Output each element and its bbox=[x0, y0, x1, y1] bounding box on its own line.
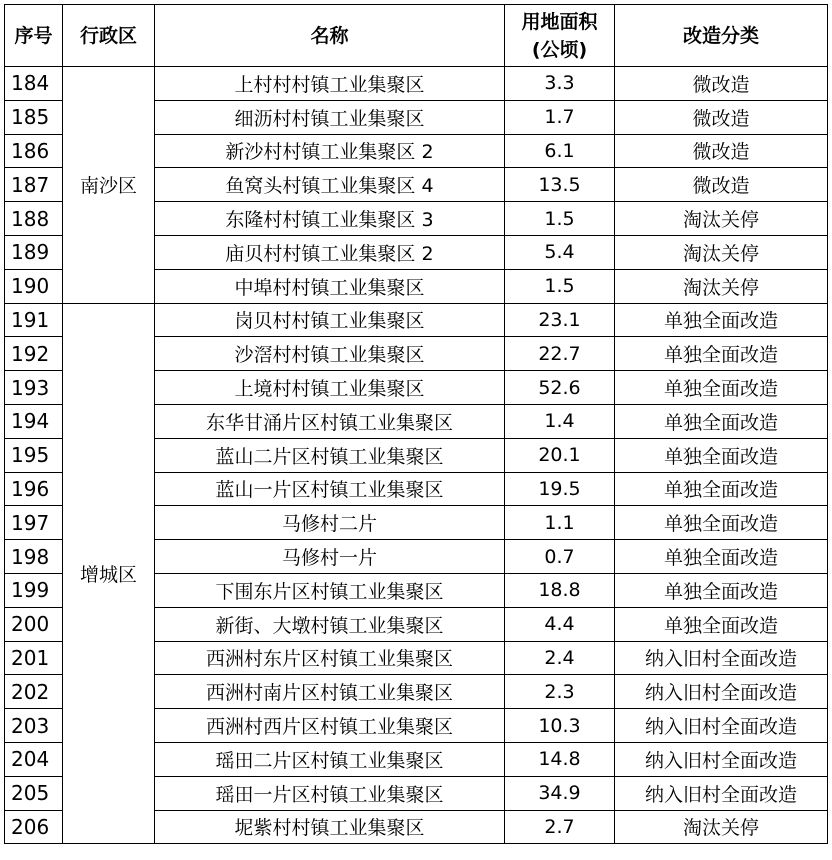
cell-name: 蓝山一片区村镇工业集聚区 bbox=[155, 472, 505, 506]
cell-category: 单独全面改造 bbox=[615, 573, 828, 607]
cell-category: 纳入旧村全面改造 bbox=[615, 709, 828, 743]
cell-index: 203 bbox=[5, 709, 63, 743]
cell-category: 单独全面改造 bbox=[615, 371, 828, 405]
cell-category: 淘汰关停 bbox=[615, 235, 828, 269]
cell-area: 5.4 bbox=[505, 235, 615, 269]
cell-area: 1.1 bbox=[505, 506, 615, 540]
cell-category: 微改造 bbox=[615, 100, 828, 134]
cell-district: 增城区 bbox=[63, 303, 155, 844]
cell-area: 13.5 bbox=[505, 168, 615, 202]
cell-index: 204 bbox=[5, 742, 63, 776]
header-name: 名称 bbox=[155, 5, 505, 67]
cell-area: 3.3 bbox=[505, 67, 615, 101]
cell-category: 淘汰关停 bbox=[615, 202, 828, 236]
cell-category: 单独全面改造 bbox=[615, 472, 828, 506]
cell-name: 庙贝村村镇工业集聚区 2 bbox=[155, 235, 505, 269]
cell-area: 52.6 bbox=[505, 371, 615, 405]
cell-index: 194 bbox=[5, 404, 63, 438]
cell-area: 20.1 bbox=[505, 438, 615, 472]
header-area bbox=[505, 5, 615, 67]
cell-name: 岗贝村村镇工业集聚区 bbox=[155, 303, 505, 337]
cell-index: 198 bbox=[5, 540, 63, 574]
cell-area: 10.3 bbox=[505, 709, 615, 743]
cell-category: 微改造 bbox=[615, 168, 828, 202]
cell-category: 微改造 bbox=[615, 67, 828, 101]
cell-category: 纳入旧村全面改造 bbox=[615, 641, 828, 675]
table-body bbox=[5, 67, 828, 844]
cell-area: 4.4 bbox=[505, 607, 615, 641]
cell-name: 东隆村村镇工业集聚区 3 bbox=[155, 202, 505, 236]
cell-index: 202 bbox=[5, 675, 63, 709]
cell-name: 西洲村西片区村镇工业集聚区 bbox=[155, 709, 505, 743]
cell-index: 184 bbox=[5, 67, 63, 101]
cell-area: 22.7 bbox=[505, 337, 615, 371]
cell-index: 206 bbox=[5, 810, 63, 844]
cell-area: 6.1 bbox=[505, 134, 615, 168]
cell-name: 蓝山二片区村镇工业集聚区 bbox=[155, 438, 505, 472]
cell-area: 1.4 bbox=[505, 404, 615, 438]
header-area-line2: (公顷) bbox=[531, 38, 588, 61]
cell-name: 马修村一片 bbox=[155, 540, 505, 574]
cell-index: 199 bbox=[5, 573, 63, 607]
cell-index: 205 bbox=[5, 776, 63, 810]
cell-name: 鱼窝头村镇工业集聚区 4 bbox=[155, 168, 505, 202]
table-header-row bbox=[5, 5, 828, 67]
cell-index: 191 bbox=[5, 303, 63, 337]
cell-category: 淘汰关停 bbox=[615, 810, 828, 844]
cell-area: 1.7 bbox=[505, 100, 615, 134]
cell-category: 单独全面改造 bbox=[615, 303, 828, 337]
cell-index: 185 bbox=[5, 100, 63, 134]
cell-index: 201 bbox=[5, 641, 63, 675]
cell-area: 1.5 bbox=[505, 202, 615, 236]
cell-name: 新沙村村镇工业集聚区 2 bbox=[155, 134, 505, 168]
cell-index: 187 bbox=[5, 168, 63, 202]
cell-area: 0.7 bbox=[505, 540, 615, 574]
cell-index: 200 bbox=[5, 607, 63, 641]
cell-name: 瑶田一片区村镇工业集聚区 bbox=[155, 776, 505, 810]
cell-area: 1.5 bbox=[505, 269, 615, 303]
cell-index: 186 bbox=[5, 134, 63, 168]
cell-area: 18.8 bbox=[505, 573, 615, 607]
industrial-zone-table bbox=[4, 4, 828, 844]
cell-name: 中埠村村镇工业集聚区 bbox=[155, 269, 505, 303]
cell-name: 沙滘村村镇工业集聚区 bbox=[155, 337, 505, 371]
cell-area: 23.1 bbox=[505, 303, 615, 337]
cell-category: 单独全面改造 bbox=[615, 337, 828, 371]
cell-index: 197 bbox=[5, 506, 63, 540]
cell-name: 新街、大墩村镇工业集聚区 bbox=[155, 607, 505, 641]
table-row bbox=[5, 67, 828, 101]
cell-name: 下围东片区村镇工业集聚区 bbox=[155, 573, 505, 607]
cell-name: 上村村村镇工业集聚区 bbox=[155, 67, 505, 101]
cell-name: 细沥村村镇工业集聚区 bbox=[155, 100, 505, 134]
cell-index: 192 bbox=[5, 337, 63, 371]
cell-area: 2.3 bbox=[505, 675, 615, 709]
cell-index: 196 bbox=[5, 472, 63, 506]
table-row bbox=[5, 303, 828, 337]
cell-index: 189 bbox=[5, 235, 63, 269]
cell-name: 东华甘涌片区村镇工业集聚区 bbox=[155, 404, 505, 438]
cell-category: 纳入旧村全面改造 bbox=[615, 675, 828, 709]
cell-name: 马修村二片 bbox=[155, 506, 505, 540]
cell-category: 纳入旧村全面改造 bbox=[615, 776, 828, 810]
cell-area: 19.5 bbox=[505, 472, 615, 506]
cell-area: 14.8 bbox=[505, 742, 615, 776]
cell-area: 34.9 bbox=[505, 776, 615, 810]
cell-category: 淘汰关停 bbox=[615, 269, 828, 303]
cell-name: 坭紫村村镇工业集聚区 bbox=[155, 810, 505, 844]
cell-name: 上境村村镇工业集聚区 bbox=[155, 371, 505, 405]
cell-index: 190 bbox=[5, 269, 63, 303]
header-category: 改造分类 bbox=[615, 5, 828, 67]
cell-category: 单独全面改造 bbox=[615, 607, 828, 641]
cell-category: 单独全面改造 bbox=[615, 438, 828, 472]
header-area-line1: 用地面积 bbox=[521, 10, 598, 33]
cell-name: 西洲村南片区村镇工业集聚区 bbox=[155, 675, 505, 709]
cell-category: 纳入旧村全面改造 bbox=[615, 742, 828, 776]
cell-index: 195 bbox=[5, 438, 63, 472]
cell-district: 南沙区 bbox=[63, 67, 155, 304]
header-district: 行政区 bbox=[63, 5, 155, 67]
cell-area: 2.4 bbox=[505, 641, 615, 675]
cell-name: 西洲村东片区村镇工业集聚区 bbox=[155, 641, 505, 675]
cell-name: 瑶田二片区村镇工业集聚区 bbox=[155, 742, 505, 776]
cell-index: 193 bbox=[5, 371, 63, 405]
cell-category: 单独全面改造 bbox=[615, 540, 828, 574]
cell-category: 单独全面改造 bbox=[615, 506, 828, 540]
cell-area: 2.7 bbox=[505, 810, 615, 844]
cell-category: 单独全面改造 bbox=[615, 404, 828, 438]
cell-index: 188 bbox=[5, 202, 63, 236]
cell-category: 微改造 bbox=[615, 134, 828, 168]
header-index: 序号 bbox=[5, 5, 63, 67]
